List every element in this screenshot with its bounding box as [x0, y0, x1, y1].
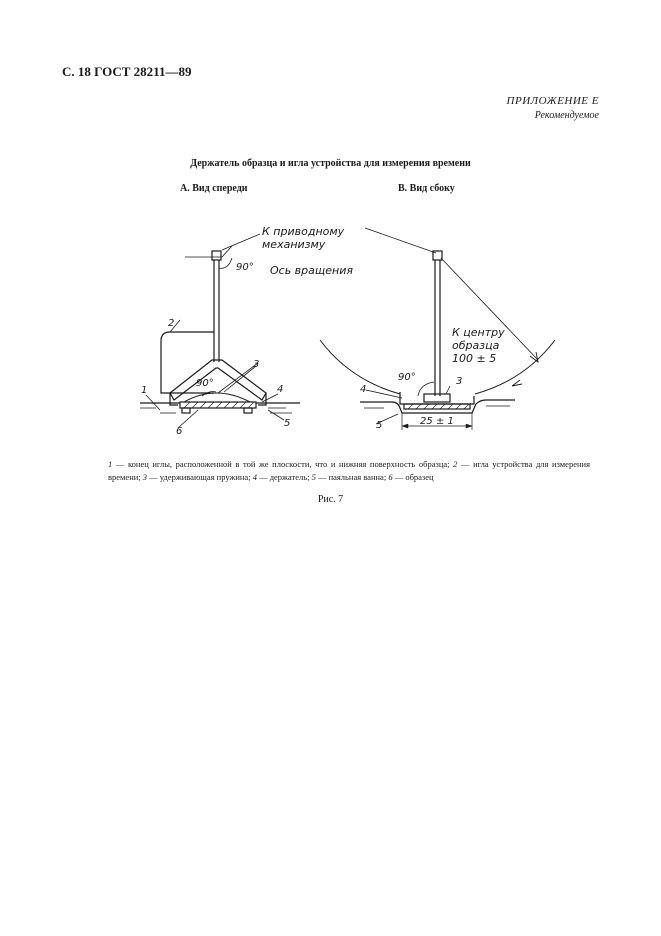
- caption-num-4: 4: [252, 472, 257, 482]
- view-a-title: А. Вид спереди: [180, 183, 248, 194]
- caption-num-3: 3: [142, 472, 148, 482]
- label-num-1: 1: [141, 385, 148, 396]
- label-to-center-3: 100 ± 5: [452, 352, 497, 365]
- label-angle-a: 90°: [196, 378, 214, 389]
- label-b-num-3: 3: [456, 376, 463, 387]
- caption-num-6: 6: [388, 472, 393, 482]
- label-num-3: 3: [253, 359, 260, 370]
- label-num-4: 4: [277, 384, 284, 395]
- label-b-num-4: 4: [360, 384, 367, 395]
- page-header: С. 18 ГОСТ 28211—89: [62, 64, 192, 79]
- label-num-6: 6: [176, 426, 183, 437]
- label-to-center-2: образца: [452, 339, 500, 352]
- label-to-center: К центру: [452, 326, 505, 339]
- caption-text-4: — держатель;: [256, 472, 312, 482]
- caption-text-5: — паяльная ванна;: [315, 472, 389, 482]
- figure-caption: [108, 458, 590, 484]
- appendix-title: ПРИЛОЖЕНИЕ Е: [506, 95, 599, 107]
- label-angle-top: 90°: [236, 262, 254, 273]
- label-to-drive-2: механизму: [262, 238, 326, 251]
- label-b-num-5: 5: [376, 420, 383, 431]
- caption-num-1: 1: [108, 459, 113, 469]
- label-angle-b: 90°: [398, 372, 416, 383]
- caption-num-5: 5: [311, 472, 316, 482]
- view-b-drawing: [320, 228, 555, 430]
- caption-text-1: — конец иглы, расположенной в той же плоскости, что и нижняя поверхность образца;: [112, 459, 454, 469]
- figure-number: Рис. 7: [317, 494, 344, 505]
- label-to-drive: К приводному: [262, 225, 345, 238]
- caption-text-3: — удерживающая пружина;: [147, 472, 253, 482]
- label-rotation-axis: Ось вращения: [270, 264, 353, 277]
- appendix-status: Рекомендуемое: [534, 110, 599, 121]
- caption-text-6: — образец: [392, 472, 434, 482]
- figure-title: Держатель образца и игла устройства для измерения времени: [190, 158, 471, 169]
- view-b-title: В. Вид сбоку: [398, 183, 455, 194]
- caption-num-2: 2: [453, 459, 458, 469]
- label-width-dim: 25 ± 1: [420, 416, 454, 427]
- caption-text-2: — игла устройства для измерения времени;: [108, 459, 590, 482]
- label-num-2: 2: [168, 318, 175, 329]
- label-num-5: 5: [284, 418, 291, 429]
